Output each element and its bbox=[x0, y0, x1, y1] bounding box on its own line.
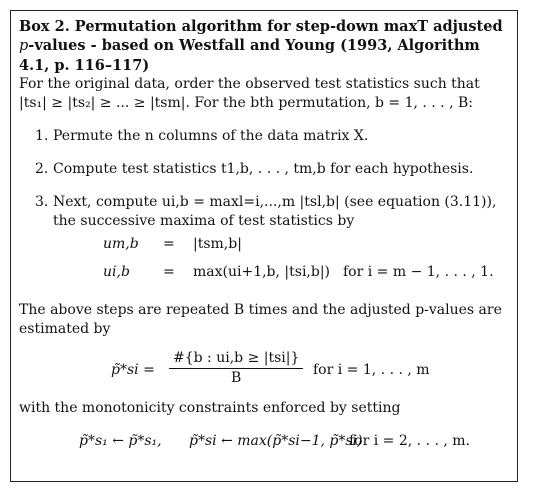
final-second: p̃*si ← max(p̃*si−1, p̃*si) bbox=[189, 433, 363, 449]
algorithm-box bbox=[10, 10, 518, 482]
estimate-lhs: p̃*si = bbox=[111, 362, 155, 378]
eq-lhs: um,b bbox=[103, 236, 139, 252]
final-first: p̃*s₁ ← p̃*s₁, bbox=[79, 433, 162, 449]
box-title bbox=[19, 17, 509, 75]
monotonicity-text: with the monotonicity constraints enforced by setting bbox=[19, 400, 401, 416]
eq-equals: = bbox=[163, 264, 175, 280]
equation-line bbox=[53, 235, 509, 263]
title-p: p bbox=[19, 38, 29, 54]
eq-condition: for i = m − 1, . . . , 1. bbox=[343, 264, 494, 280]
step-number: 3. bbox=[35, 194, 49, 210]
final-condition: for i = 2, . . . , m. bbox=[349, 433, 470, 449]
maxima-equations bbox=[53, 235, 509, 291]
repeat-text: The above steps are repeated B times and the adjusted p-values are estimated by bbox=[19, 302, 502, 337]
estimate-fraction bbox=[169, 349, 303, 388]
fraction-denominator: B bbox=[231, 370, 242, 386]
step-number: 2. bbox=[35, 161, 49, 177]
eq-equals: = bbox=[163, 236, 175, 252]
step-text: Compute test statistics t1,b, . . . , tm,b for each hypothesis. bbox=[53, 161, 474, 177]
step-2 bbox=[19, 160, 509, 179]
steps-list bbox=[19, 127, 509, 291]
estimate-equation bbox=[19, 349, 509, 395]
fraction-numerator: #{b : ui,b ≥ |tsi|} bbox=[169, 349, 303, 369]
step-text: Permute the n columns of the data matrix X. bbox=[53, 128, 369, 144]
eq-rhs: max(ui+1,b, |tsi,b|) bbox=[193, 264, 331, 280]
equation-line bbox=[53, 263, 509, 291]
step-number: 1. bbox=[35, 128, 49, 144]
intro-text: For the original data, order the observed test statistics such that |ts₁| ≥ |ts₂| ≥ ... ≥ |tsm|. For the bth permutation, b = 1, . . . , B: bbox=[19, 76, 480, 111]
step-3 bbox=[19, 193, 509, 291]
title-rest: -values - based on Westfall and Young (1993, Algorithm 4.1, p. 116–117) bbox=[19, 37, 480, 74]
step-text: Next, compute ui,b = maxl=i,...,m |tsl,b| (see equation (3.11)), the successive maxima of test statistics by bbox=[53, 194, 497, 229]
step-1 bbox=[19, 127, 509, 146]
title-bold: Box 2. Permutation algorithm for step-down maxT adjusted bbox=[19, 18, 503, 35]
eq-lhs: ui,b bbox=[103, 264, 130, 280]
estimate-condition: for i = 1, . . . , m bbox=[313, 362, 430, 378]
final-equation bbox=[19, 432, 509, 462]
eq-rhs: |tsm,b| bbox=[193, 236, 242, 252]
